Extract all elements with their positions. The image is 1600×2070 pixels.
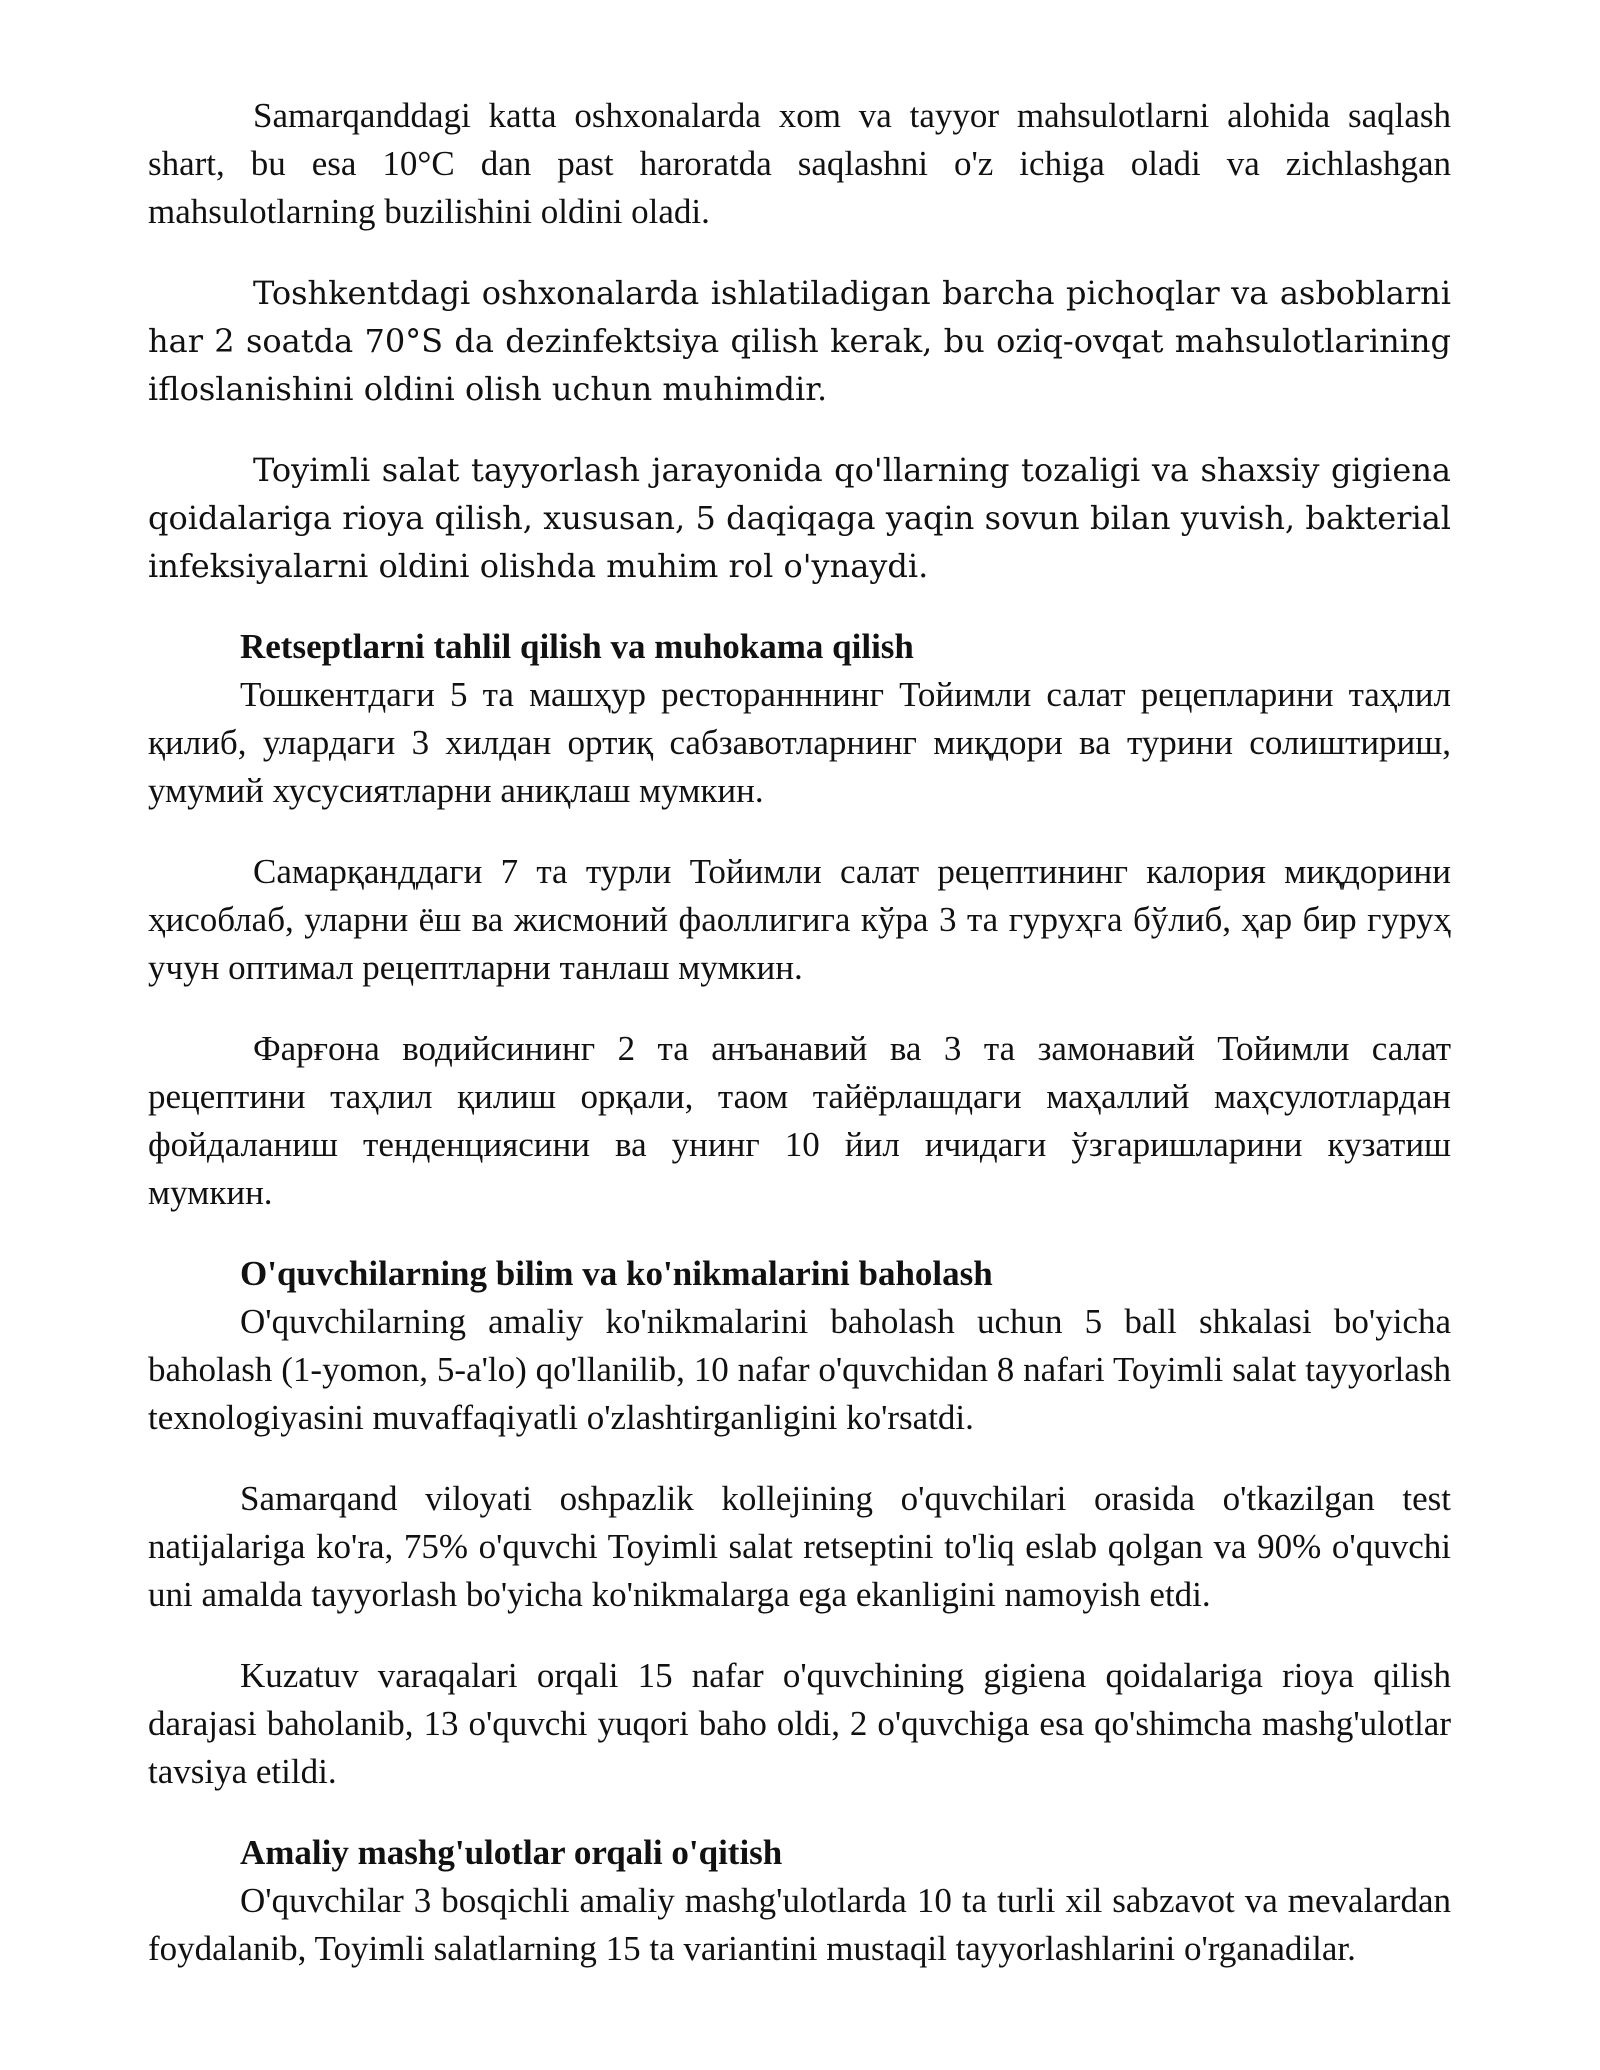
section-heading-assessment: O'quvchilarning bilim va ko'nikmalarini baholash xyxy=(240,1254,993,1293)
recipes-paragraph-tashkent: Тошкентдаги 5 та машҳур ресторанннинг Тойимли салат рецепларини таҳлил қилиб, улардаги 3 хилдан ортиқ сабзавотларнинг миқдори ва турини солиштириш, умумий хусусиятларни аниқлаш мумкин. xyxy=(148,675,1451,810)
recipes-paragraph-fergana: Фарғона водийсининг 2 та анъанавий ва 3 та замонавий Тойимли салат рецептини таҳлил қилиш орқали, таом тайёрлашдаги маҳаллий маҳсулотлардан фойдаланиш тенденциясини ва унинг 10 йил ичидаги ўзгаришларини кузатиш мумкин. xyxy=(148,1029,1451,1212)
intro-paragraph-hygiene: Toyimli salat tayyorlash jarayonida qo'llarning tozaligi va shaxsiy gigiena qoidalariga rioya qilish, xususan, 5 daqiqaga yaqin sovun bilan yuvish, bakterial infeksiyalarni oldini olishda muhim rol o'ynaydi. xyxy=(148,451,1451,585)
assessment-paragraph-observation: Kuzatuv varaqalari orqali 15 nafar o'quvchining gigiena qoidalariga rioya qilish darajasi baholanib, 13 o'quvchi yuqori baho oldi, 2 o'quvchiga esa qo'shimcha mashg'ulotlar tavsiya etildi. xyxy=(148,1656,1451,1791)
document-page xyxy=(148,92,1451,2006)
intro-paragraph-disinfection: Toshkentdagi oshxonalarda ishlatiladigan barcha pichoqlar va asboblarni har 2 soatda 70°S da dezinfektsiya qilish kerak, bu oziq-ovqat mahsulotlarining ifloslanishini oldini olish uchun muhimdir. xyxy=(148,274,1451,408)
practice-paragraph-stages: O'quvchilar 3 bosqichli amaliy mashg'ulotlarda 10 ta turli xil sabzavot va mevalardan foydalanib, Toyimli salatlarning 15 ta variantini mustaqil tayyorlashlarini o'rganadilar. xyxy=(148,1881,1451,1968)
assessment-paragraph-scale: O'quvchilarning amaliy ko'nikmalarini baholash uchun 5 ball shkalasi bo'yicha baholash (1-yomon, 5-a'lo) qo'llanilib, 10 nafar o'quvchidan 8 nafari Toyimli salat tayyorlash texnologiyasini muvaffaqiyatli o'zlashtirganligini ko'rsatdi. xyxy=(148,1302,1451,1437)
section-heading-recipes: Retseptlarni tahlil qilish va muhokama qilish xyxy=(240,627,914,666)
recipes-paragraph-samarkand: Самарқанддаги 7 та турли Тойимли салат рецептининг калория миқдорини ҳисоблаб, уларни ёш ва жисмоний фаоллигига кўра 3 та гуруҳга бўлиб, ҳар бир гуруҳ учун оптимал рецептларни танлаш мумкин. xyxy=(148,852,1451,987)
intro-paragraph-storage: Samarqanddagi katta oshxonalarda xom va tayyor mahsulotlarni alohida saqlash shart, bu esa 10°C dan past haroratda saqlashni o'z ichiga oladi va zichlashgan mahsulotlarning buzilishini oldini oladi. xyxy=(148,96,1451,231)
section-heading-practice: Amaliy mashg'ulotlar orqali o'qitish xyxy=(240,1833,783,1872)
assessment-paragraph-test: Samarqand viloyati oshpazlik kollejining o'quvchilari orasida o'tkazilgan test natijalariga ko'ra, 75% o'quvchi Toyimli salat retseptini to'liq eslab qolgan va 90% o'quvchi uni amalda tayyorlash bo'yicha ko'nikmalarga ega ekanligini namoyish etdi. xyxy=(148,1479,1451,1614)
